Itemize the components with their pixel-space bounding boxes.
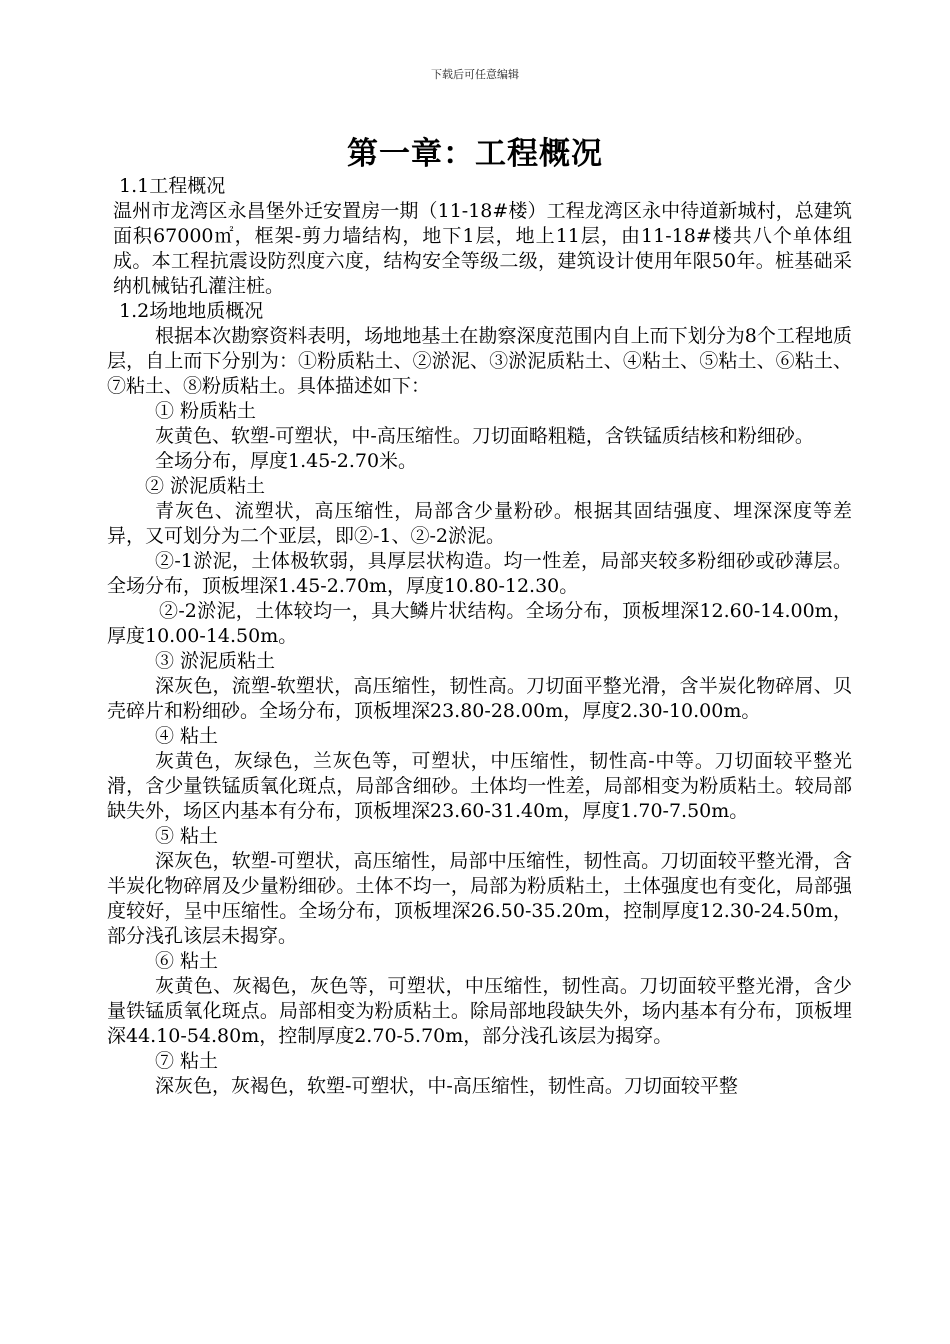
layer-description-7: 深灰色，灰褐色，软塑-可塑状，中-高压缩性，韧性高。刀切面较平整	[155, 1075, 738, 1097]
section-heading-1-2: 1.2场地地质概况	[119, 300, 264, 322]
layer-label-5: ⑤ 粘土	[155, 825, 219, 847]
section-heading-1-1: 1.1工程概况	[119, 175, 226, 197]
layer-label-1: ① 粉质粘土	[155, 400, 257, 422]
chapter-title: 第一章：工程概况	[347, 136, 603, 172]
layer-description-2: 青灰色、流塑状，高压缩性，局部含少量粉砂。根据其固结强度、埋深深度等差异，又可划分为二个亚层，即②-1、②-2淤泥。	[107, 500, 852, 547]
sublayer-description-2-1: ②-1淤泥，土体极软弱，具厚层状构造。均一性差，局部夹较多粉细砂或砂薄层。全场分布，顶板埋深1.45-2.70m，厚度10.80-12.30。	[107, 550, 852, 597]
sublayer-description-2-2: ②-2淤泥，土体较均一，具大鳞片状结构。全场分布，顶板埋深12.60-14.00m，厚度10.00-14.50m。	[107, 600, 852, 647]
paragraph-site-geology-intro: 根据本次勘察资料表明，场地地基土在勘察深度范围内自上而下划分为8个工程地质层，自上而下分别为：①粉质粘土、②淤泥、③淤泥质粘土、④粘土、⑤粘土、⑥粘土、⑦粘土、⑧粉质粘土。具体描述如下：	[107, 325, 852, 397]
header-note: 下载后可任意编辑	[431, 68, 519, 81]
layer-description-4: 灰黄色，灰绿色，兰灰色等，可塑状，中压缩性，韧性高-中等。刀切面较平整光滑，含少量铁锰质氧化斑点，局部含细砂。土体均一性差，局部相变为粉质粘土。较局部缺失外，场区内基本有分布，顶板埋深23.60-31.40m，厚度1.70-7.50m。	[107, 750, 852, 822]
layer-label-4: ④ 粘土	[155, 725, 219, 747]
layer-label-3: ③ 淤泥质粘土	[155, 650, 276, 672]
layer-description-6: 灰黄色、灰褐色，灰色等，可塑状，中压缩性，韧性高。刀切面较平整光滑，含少量铁锰质氧化斑点。局部相变为粉质粘土。除局部地段缺失外，场内基本有分布，顶板埋深44.10-54.80m，控制厚度2.70-5.70m，部分浅孔该层为揭穿。	[107, 975, 852, 1047]
layer-label-7: ⑦ 粘土	[155, 1050, 219, 1072]
layer-description-1: 灰黄色、软塑-可塑状，中-高压缩性。刀切面略粗糙，含铁锰质结核和粉细砂。	[155, 425, 814, 447]
layer-description-5: 深灰色，软塑-可塑状，高压缩性，局部中压缩性，韧性高。刀切面较平整光滑，含半炭化物碎屑及少量粉细砂。土体不均一，局部为粉质粘土，土体强度也有变化，局部强度较好，呈中压缩性。全场分布，顶板埋深26.50-35.20m，控制厚度12.30-24.50m，部分浅孔该层未揭穿。	[107, 850, 852, 947]
paragraph-project-overview: 温州市龙湾区永昌堡外迁安置房一期（11-18#楼）工程龙湾区永中待道新城村，总建筑面积67000㎡，框架-剪力墙结构，地下1层，地上11层，由11-18#楼共八个单体组成。本工程抗震设防烈度六度，结构安全等级二级，建筑设计使用年限50年。桩基础采纳机械钻孔灌注桩。	[113, 200, 852, 297]
layer-label-6: ⑥ 粘土	[155, 950, 219, 972]
layer-description-3: 深灰色，流塑-软塑状，高压缩性，韧性高。刀切面平整光滑，含半炭化物碎屑、贝壳碎片和粉细砂。全场分布，顶板埋深23.80-28.00m，厚度2.30-10.00m。	[107, 675, 852, 722]
layer-label-2: ② 淤泥质粘土	[145, 475, 266, 497]
document-body	[107, 174, 852, 1099]
layer-distribution-1: 全场分布，厚度1.45-2.70米。	[155, 450, 418, 472]
